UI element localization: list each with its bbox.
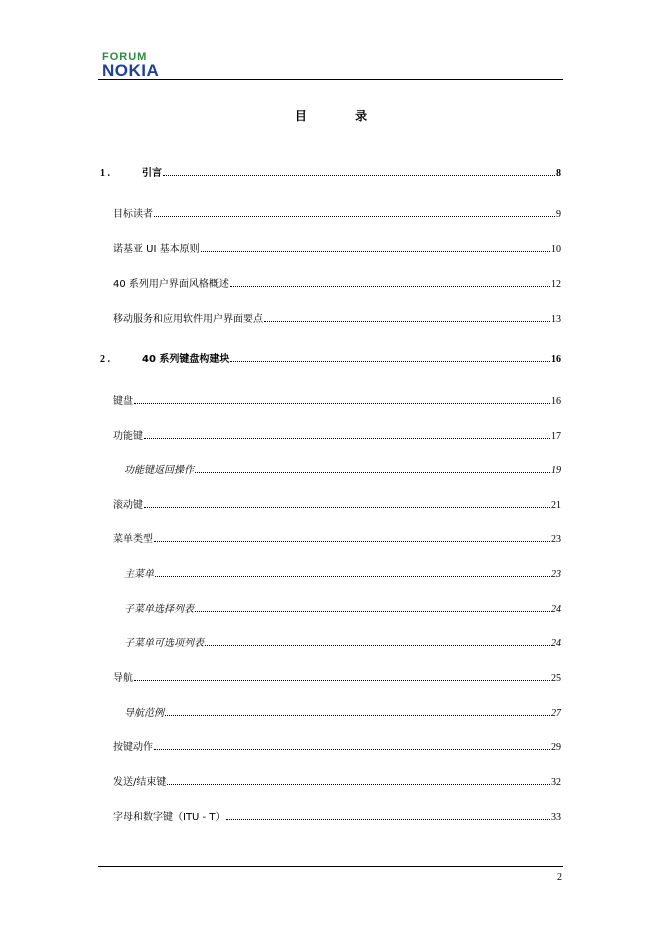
toc-entry[interactable]	[124, 604, 561, 616]
toc-leader	[201, 251, 550, 252]
toc-entry-page: 9	[556, 209, 561, 220]
toc-entry[interactable]	[113, 244, 561, 256]
toc-entry-text: 滚动键	[113, 500, 143, 511]
toc-entry[interactable]	[113, 500, 561, 512]
toc-entry-text: 移动服务和应用软件用户界面要点	[113, 314, 263, 325]
toc-entry-text: 导航	[113, 673, 133, 684]
toc-entry-page: 16	[551, 354, 561, 365]
toc-leader	[134, 680, 550, 681]
toc-entry-text: 诺基亚 UI 基本原则	[113, 244, 200, 255]
toc-entry-page: 24	[551, 638, 561, 649]
toc-entry-text: 功能键	[113, 431, 143, 442]
toc-leader	[167, 784, 550, 785]
toc-entry-text: 字母和数字键（ITU - T）	[113, 812, 226, 823]
toc-entry[interactable]	[113, 534, 561, 546]
logo-nokia-text: NOKIA	[102, 61, 160, 80]
toc-entry[interactable]	[113, 777, 561, 789]
toc-entry-text: 发送/结束键	[113, 777, 167, 788]
toc-leader	[230, 361, 550, 362]
toc-entry-page: 19	[551, 465, 561, 476]
toc-entry[interactable]	[124, 638, 561, 650]
toc-leader	[230, 286, 550, 287]
toc-entry[interactable]	[113, 209, 561, 221]
toc-leader	[195, 472, 550, 473]
toc-entry[interactable]	[113, 812, 561, 824]
toc-leader	[165, 715, 550, 716]
toc-entry-text: 子菜单选择列表	[124, 604, 194, 615]
toc-entry-page: 10	[551, 244, 561, 255]
toc-entry-text: 功能键返回操作	[124, 465, 194, 476]
toc-entry[interactable]	[113, 279, 561, 291]
toc-entry-text: 引言	[142, 168, 162, 179]
toc-entry[interactable]	[113, 396, 561, 408]
toc-entry-page: 23	[551, 534, 561, 545]
footer-rule	[98, 866, 563, 867]
toc-leader	[155, 576, 550, 577]
toc-entry[interactable]	[124, 708, 561, 720]
toc-entry-page: 8	[556, 168, 561, 179]
nokia-forum-logo	[102, 52, 159, 79]
toc-entry-page: 29	[551, 742, 561, 753]
toc-entry-text: 导航范例	[124, 708, 164, 719]
toc-entry-page: 13	[551, 314, 561, 325]
toc-leader	[134, 403, 550, 404]
toc-entry[interactable]	[124, 465, 561, 477]
toc-entry[interactable]	[100, 354, 561, 366]
toc-entry-text: 子菜单可选项列表	[124, 638, 204, 649]
logo-forum-text: FORUM	[102, 51, 148, 63]
toc-leader	[226, 819, 550, 820]
toc-entry-text: 40 系列用户界面风格概述	[113, 279, 229, 290]
toc-entry-page: 17	[551, 431, 561, 442]
toc-entry[interactable]	[113, 673, 561, 685]
toc-entry-page: 16	[551, 396, 561, 407]
toc-entry-text: 按键动作	[113, 742, 153, 753]
toc-entry-page: 12	[551, 279, 561, 290]
toc-entry[interactable]	[113, 314, 561, 326]
toc-entry[interactable]	[113, 742, 561, 754]
toc-entry-page: 23	[551, 569, 561, 580]
toc-leader	[154, 541, 550, 542]
toc-entry-page: 21	[551, 500, 561, 511]
toc-entry[interactable]	[124, 569, 561, 581]
toc-entry-text: 键盘	[113, 396, 133, 407]
toc-entry[interactable]	[113, 431, 561, 443]
toc-leader	[163, 175, 555, 176]
toc-leader	[264, 321, 550, 322]
toc-entry-page: 32	[551, 777, 561, 788]
page-number: 2	[557, 872, 562, 883]
toc-entry-page: 25	[551, 673, 561, 684]
toc-entry-page: 24	[551, 604, 561, 615]
toc-leader	[154, 749, 550, 750]
toc-entry-text: 主菜单	[124, 569, 154, 580]
toc-entry-text: 40 系列键盘构建块	[142, 354, 230, 365]
toc-entry-text: 目标读者	[113, 209, 153, 220]
toc-entry-page: 27	[551, 708, 561, 719]
header-rule	[98, 79, 563, 80]
toc-entry-page: 33	[551, 812, 561, 823]
toc-leader	[154, 216, 555, 217]
toc-leader	[205, 645, 550, 646]
toc-leader	[144, 438, 550, 439]
toc-entry-number: 2 .	[100, 354, 110, 365]
toc-leader	[195, 611, 550, 612]
toc-leader	[144, 507, 550, 508]
toc-entry-text: 菜单类型	[113, 534, 153, 545]
page-title: 目 录	[294, 109, 390, 123]
toc-entry-number: 1 .	[100, 168, 110, 179]
toc-entry[interactable]	[100, 168, 561, 180]
